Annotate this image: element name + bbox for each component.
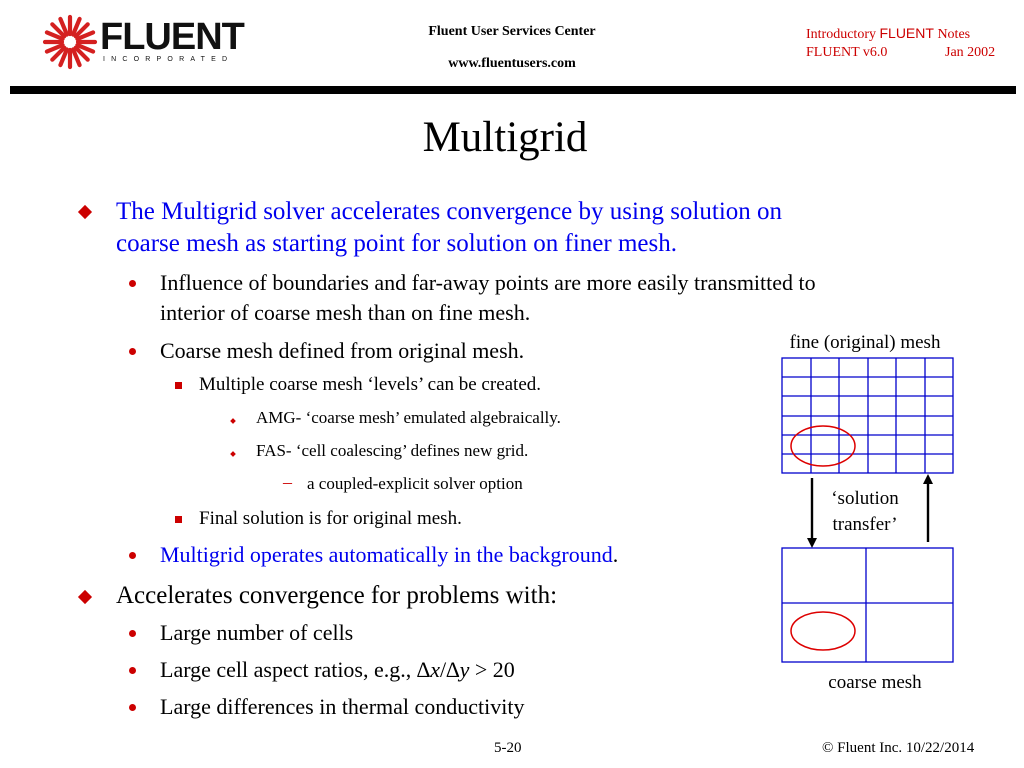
bullet-dash: – [283, 472, 292, 492]
bullet-small-diamond [230, 451, 236, 457]
fine-mesh-grid [782, 358, 953, 473]
bullet-dot [129, 704, 136, 711]
bullet-1a-line-2: interior of coarse mesh than on fine mesh. [160, 300, 531, 325]
bullet-1c-period: . [612, 542, 619, 567]
header-center-title: Fluent User Services Center [428, 24, 596, 39]
bullet-2c: Large differences in thermal conductivity [160, 694, 525, 719]
header-rule [10, 86, 1016, 94]
bullet-1b1: Multiple coarse mesh ‘levels’ can be created. [199, 374, 542, 395]
header-right-course [806, 25, 970, 43]
arrow-down-head [807, 538, 817, 548]
logo-wordmark: FLUENT [100, 16, 244, 58]
header-right-brand: FLUENT [879, 25, 934, 41]
bullet-dot [129, 348, 136, 355]
copyright: © Fluent Inc. 10/22/2014 [822, 740, 975, 756]
bullet-square [175, 516, 182, 523]
bullet-1c-text: Multigrid operates automatically in the background [160, 542, 613, 567]
bullet-small-diamond [230, 418, 236, 424]
bullet-2b [160, 655, 515, 685]
bullet-1-line-2: coarse mesh as starting point for solution on finer mesh. [116, 230, 677, 257]
starburst-icon [45, 17, 95, 67]
page-number: 5-20 [494, 740, 522, 756]
arrow-up-head [923, 474, 933, 484]
header-right-date: Jan 2002 [945, 45, 996, 60]
solution-transfer-label-2: transfer’ [832, 514, 898, 535]
coarse-mesh-highlight-circle [791, 612, 855, 650]
bullet-2b-prefix: Large cell aspect ratios, e.g., [160, 657, 417, 682]
bullet-square [175, 382, 182, 389]
fluent-logo [42, 14, 98, 70]
bullet-1b1b: FAS- ‘cell coalescing’ defines new grid. [256, 441, 529, 460]
coarse-mesh-label: coarse mesh [828, 672, 922, 693]
var-x: x [430, 657, 440, 682]
coarse-mesh-grid [782, 548, 953, 662]
bullet-dot [129, 667, 136, 674]
fine-mesh-highlight-circle [791, 426, 855, 466]
bullet-1a-line-1: Influence of boundaries and far-away points are more easily transmitted to [160, 270, 816, 295]
bullet-diamond [78, 590, 92, 604]
var-y: y [459, 657, 470, 682]
bullet-1b1b1: a coupled-explicit solver option [307, 474, 523, 493]
slash: / [440, 657, 447, 682]
bullet-dot [129, 280, 136, 287]
fine-mesh-label: fine (original) mesh [789, 332, 941, 353]
logo-subtext: INCORPORATED [103, 56, 234, 63]
delta-symbol: ∆ [446, 657, 460, 682]
header-center-url: www.fluentusers.com [448, 56, 576, 71]
coarse-mesh-border [782, 548, 953, 662]
bullet-2b-suffix: > 20 [469, 657, 515, 682]
slide-title: Multigrid [422, 114, 588, 161]
bullet-dot [129, 552, 136, 559]
bullet-dot [129, 630, 136, 637]
bullet-diamond [78, 205, 92, 219]
header-right-version: FLUENT v6.0 [806, 45, 888, 60]
bullet-2: Accelerates convergence for problems with: [116, 582, 558, 609]
header-right-suffix: Notes [937, 27, 971, 42]
bullet-1b2: Final solution is for original mesh. [199, 508, 462, 529]
bullet-1-line-1: The Multigrid solver accelerates convergence by using solution on [116, 198, 783, 225]
solution-transfer-label-1: ‘solution [831, 488, 899, 509]
bullet-1c [160, 540, 618, 570]
bullet-2a: Large number of cells [160, 620, 354, 645]
delta-symbol: ∆ [416, 657, 431, 682]
bullet-1b1a: AMG- ‘coarse mesh’ emulated algebraically. [256, 408, 561, 427]
header-right-prefix: Introductory [806, 27, 876, 42]
bullet-1b: Coarse mesh defined from original mesh. [160, 338, 525, 363]
